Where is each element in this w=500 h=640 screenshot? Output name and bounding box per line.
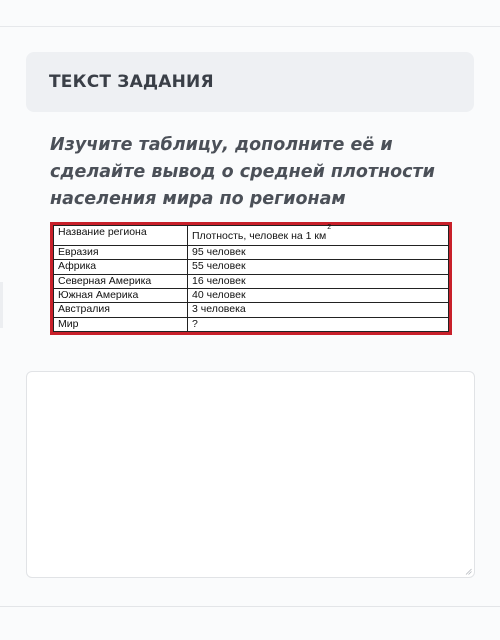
table-row <box>54 246 449 260</box>
task-instruction: Изучите таблицу, дополните её и сделайте вывод о средней плотности населения мира по регионам <box>50 135 435 209</box>
header-density-label: Плотность, человек на 1 км <box>192 230 327 242</box>
table-row <box>54 274 449 288</box>
region-cell: Северная Америка <box>54 274 188 288</box>
density-cell: ? <box>188 317 449 331</box>
answer-textarea[interactable] <box>26 371 475 578</box>
left-edge-mark <box>0 282 3 328</box>
density-table-frame <box>50 222 452 335</box>
density-cell: 55 человек <box>188 260 449 274</box>
resize-handle-icon[interactable] <box>465 568 472 575</box>
region-cell: Мир <box>54 317 188 331</box>
density-cell: 40 человек <box>188 288 449 302</box>
header-region: Название региона <box>54 226 188 246</box>
bottom-divider <box>0 606 500 607</box>
top-divider <box>0 26 500 27</box>
header-density-exponent: 2 <box>327 224 332 231</box>
task-header-title: ТЕКСТ ЗАДАНИЯ <box>49 72 214 92</box>
region-cell: Австралия <box>54 303 188 317</box>
density-cell: 16 человек <box>188 274 449 288</box>
table-row <box>54 303 449 317</box>
density-cell: 95 человек <box>188 246 449 260</box>
region-cell: Евразия <box>54 246 188 260</box>
table-header-row <box>54 226 449 246</box>
table-row <box>54 288 449 302</box>
density-cell: 3 человека <box>188 303 449 317</box>
table-row <box>54 260 449 274</box>
region-cell: Африка <box>54 260 188 274</box>
table-row <box>54 317 449 331</box>
task-header <box>26 52 474 112</box>
header-density <box>188 226 449 246</box>
region-cell: Южная Америка <box>54 288 188 302</box>
density-table <box>53 225 449 332</box>
